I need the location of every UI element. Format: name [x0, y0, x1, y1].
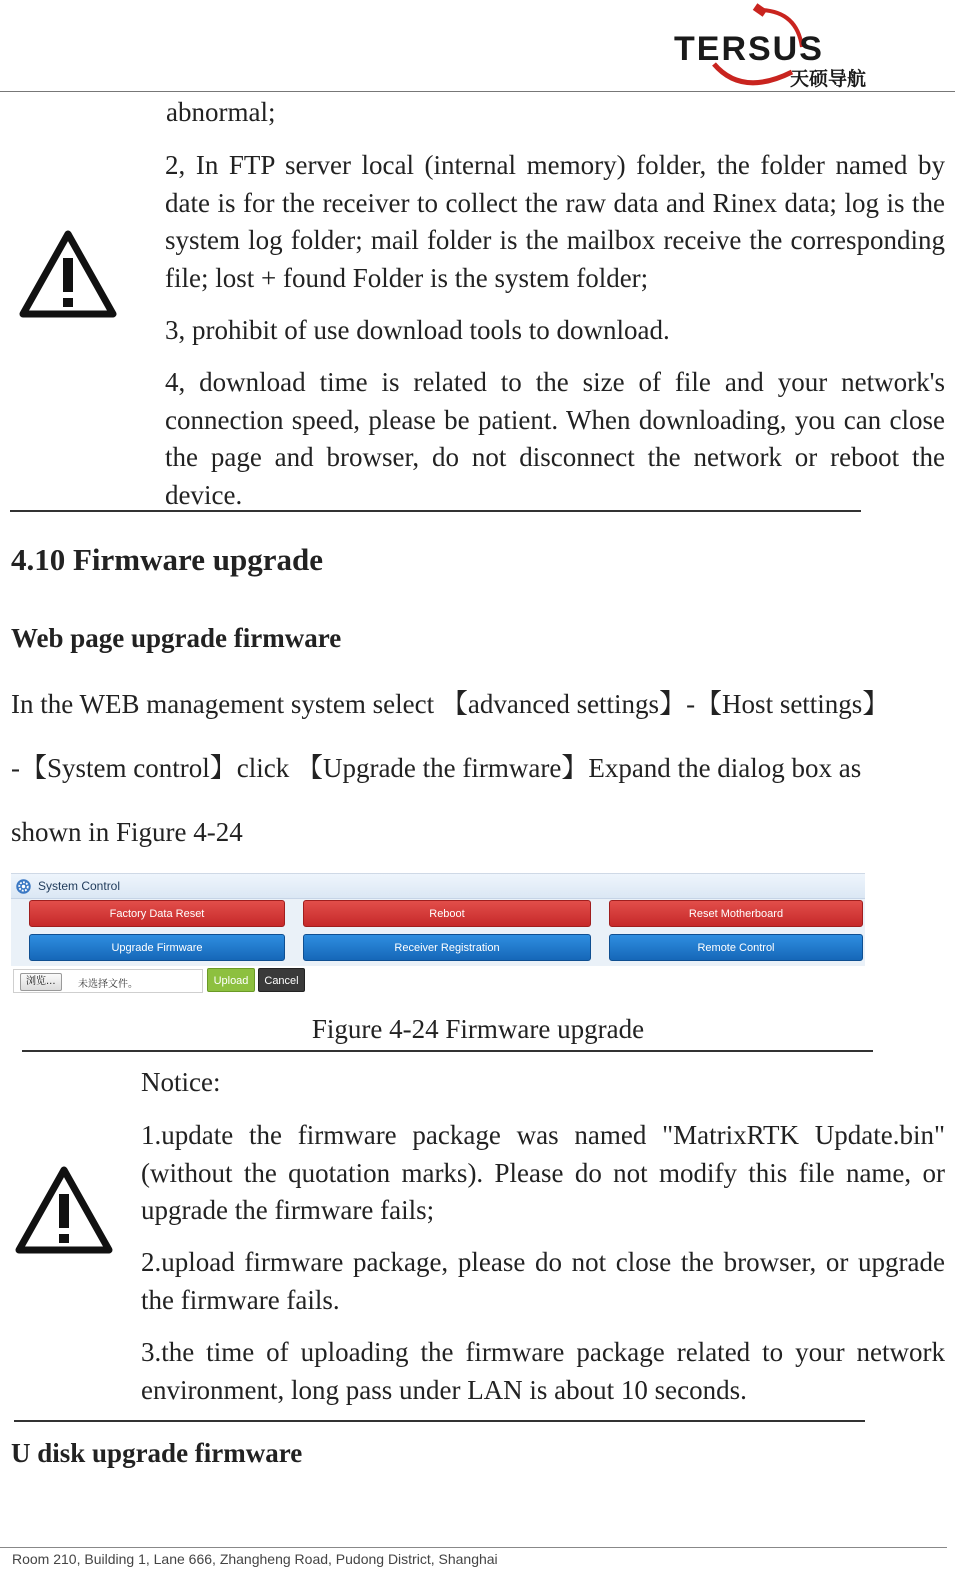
file-input[interactable]	[13, 969, 203, 993]
upload-button[interactable]: Upload	[207, 968, 255, 992]
factory-data-reset-button[interactable]: Factory Data Reset	[29, 900, 285, 927]
logo-text: TERSUS	[674, 30, 824, 68]
settings-gear-icon	[15, 878, 32, 895]
notice-abnormal-text: abnormal;	[166, 97, 276, 127]
notice-bottom-item-1: 1.update the firmware package was named "MatrixRTK Update.bin" (without the quotation marks). Please do not modify this file name, or upgrade the firmware fails;	[141, 1120, 945, 1225]
web-upgrade-subheading: Web page upgrade firmware	[11, 623, 342, 653]
figure-caption: Figure 4-24 Firmware upgrade	[311, 1014, 645, 1044]
header-divider	[0, 91, 955, 92]
notice-bottom-item-2: 2.upload firmware package, please do not close the browser, or upgrade the firmware fails.	[141, 1247, 945, 1315]
notice-title: Notice:	[141, 1067, 221, 1097]
notice-bottom-divider	[14, 1420, 865, 1422]
notice-item-3: 3, prohibit of use download tools to download.	[165, 315, 670, 345]
remote-control-button[interactable]: Remote Control	[609, 934, 863, 961]
body-text-line-2: -【System control】click 【Upgrade the firmware】Expand the dialog box as	[11, 753, 862, 783]
cancel-button[interactable]: Cancel	[258, 968, 305, 992]
no-file-label: 未选择文件。	[78, 979, 138, 990]
reboot-button[interactable]: Reboot	[303, 900, 591, 927]
panel-title: System Control	[38, 879, 121, 893]
warning-triangle-icon	[18, 228, 118, 320]
browse-button[interactable]: 浏览...	[20, 973, 62, 991]
notice-bottom-top-divider	[22, 1050, 873, 1052]
upgrade-firmware-button[interactable]: Upgrade Firmware	[29, 934, 285, 961]
notice-bottom-item-3: 3.the time of uploading the firmware package related to your network environment, long pass under LAN is about 10 seconds.	[141, 1337, 945, 1405]
warning-triangle-icon	[14, 1164, 114, 1256]
body-text-line-3: shown in Figure 4-24	[11, 817, 243, 847]
notice-item-4: 4, download time is related to the size of file and your network's connection speed, please be patient. When downloading, you can close the page and browser, do not disconnect the network or reboot the device.	[165, 367, 945, 510]
notice-item-2: 2, In FTP server local (internal memory) folder, the folder named by date is for the receiver to collect the raw data and Rinex data; log is the system log folder; mail folder is the mailbox receive the corresponding file; lost + found Folder is the system folder;	[165, 150, 945, 293]
section-heading: 4.10 Firmware upgrade	[11, 542, 323, 577]
system-control-panel	[11, 873, 865, 996]
body-text-line-1: In the WEB management system select 【advanced settings】-【Host settings】	[11, 689, 890, 719]
reset-motherboard-button[interactable]: Reset Motherboard	[609, 900, 863, 927]
receiver-registration-button[interactable]: Receiver Registration	[303, 934, 591, 961]
file-upload-row	[11, 966, 865, 996]
notice-top-divider	[10, 510, 861, 512]
panel-header	[11, 874, 865, 899]
logo-chinese-text: 天硕导航	[790, 68, 867, 90]
footer-divider	[0, 1547, 947, 1548]
udisk-upgrade-subheading: U disk upgrade firmware	[11, 1438, 303, 1468]
tersus-logo	[674, 0, 874, 92]
footer-address: Room 210, Building 1, Lane 666, Zhangheng Road, Pudong District, Shanghai	[12, 1551, 498, 1567]
